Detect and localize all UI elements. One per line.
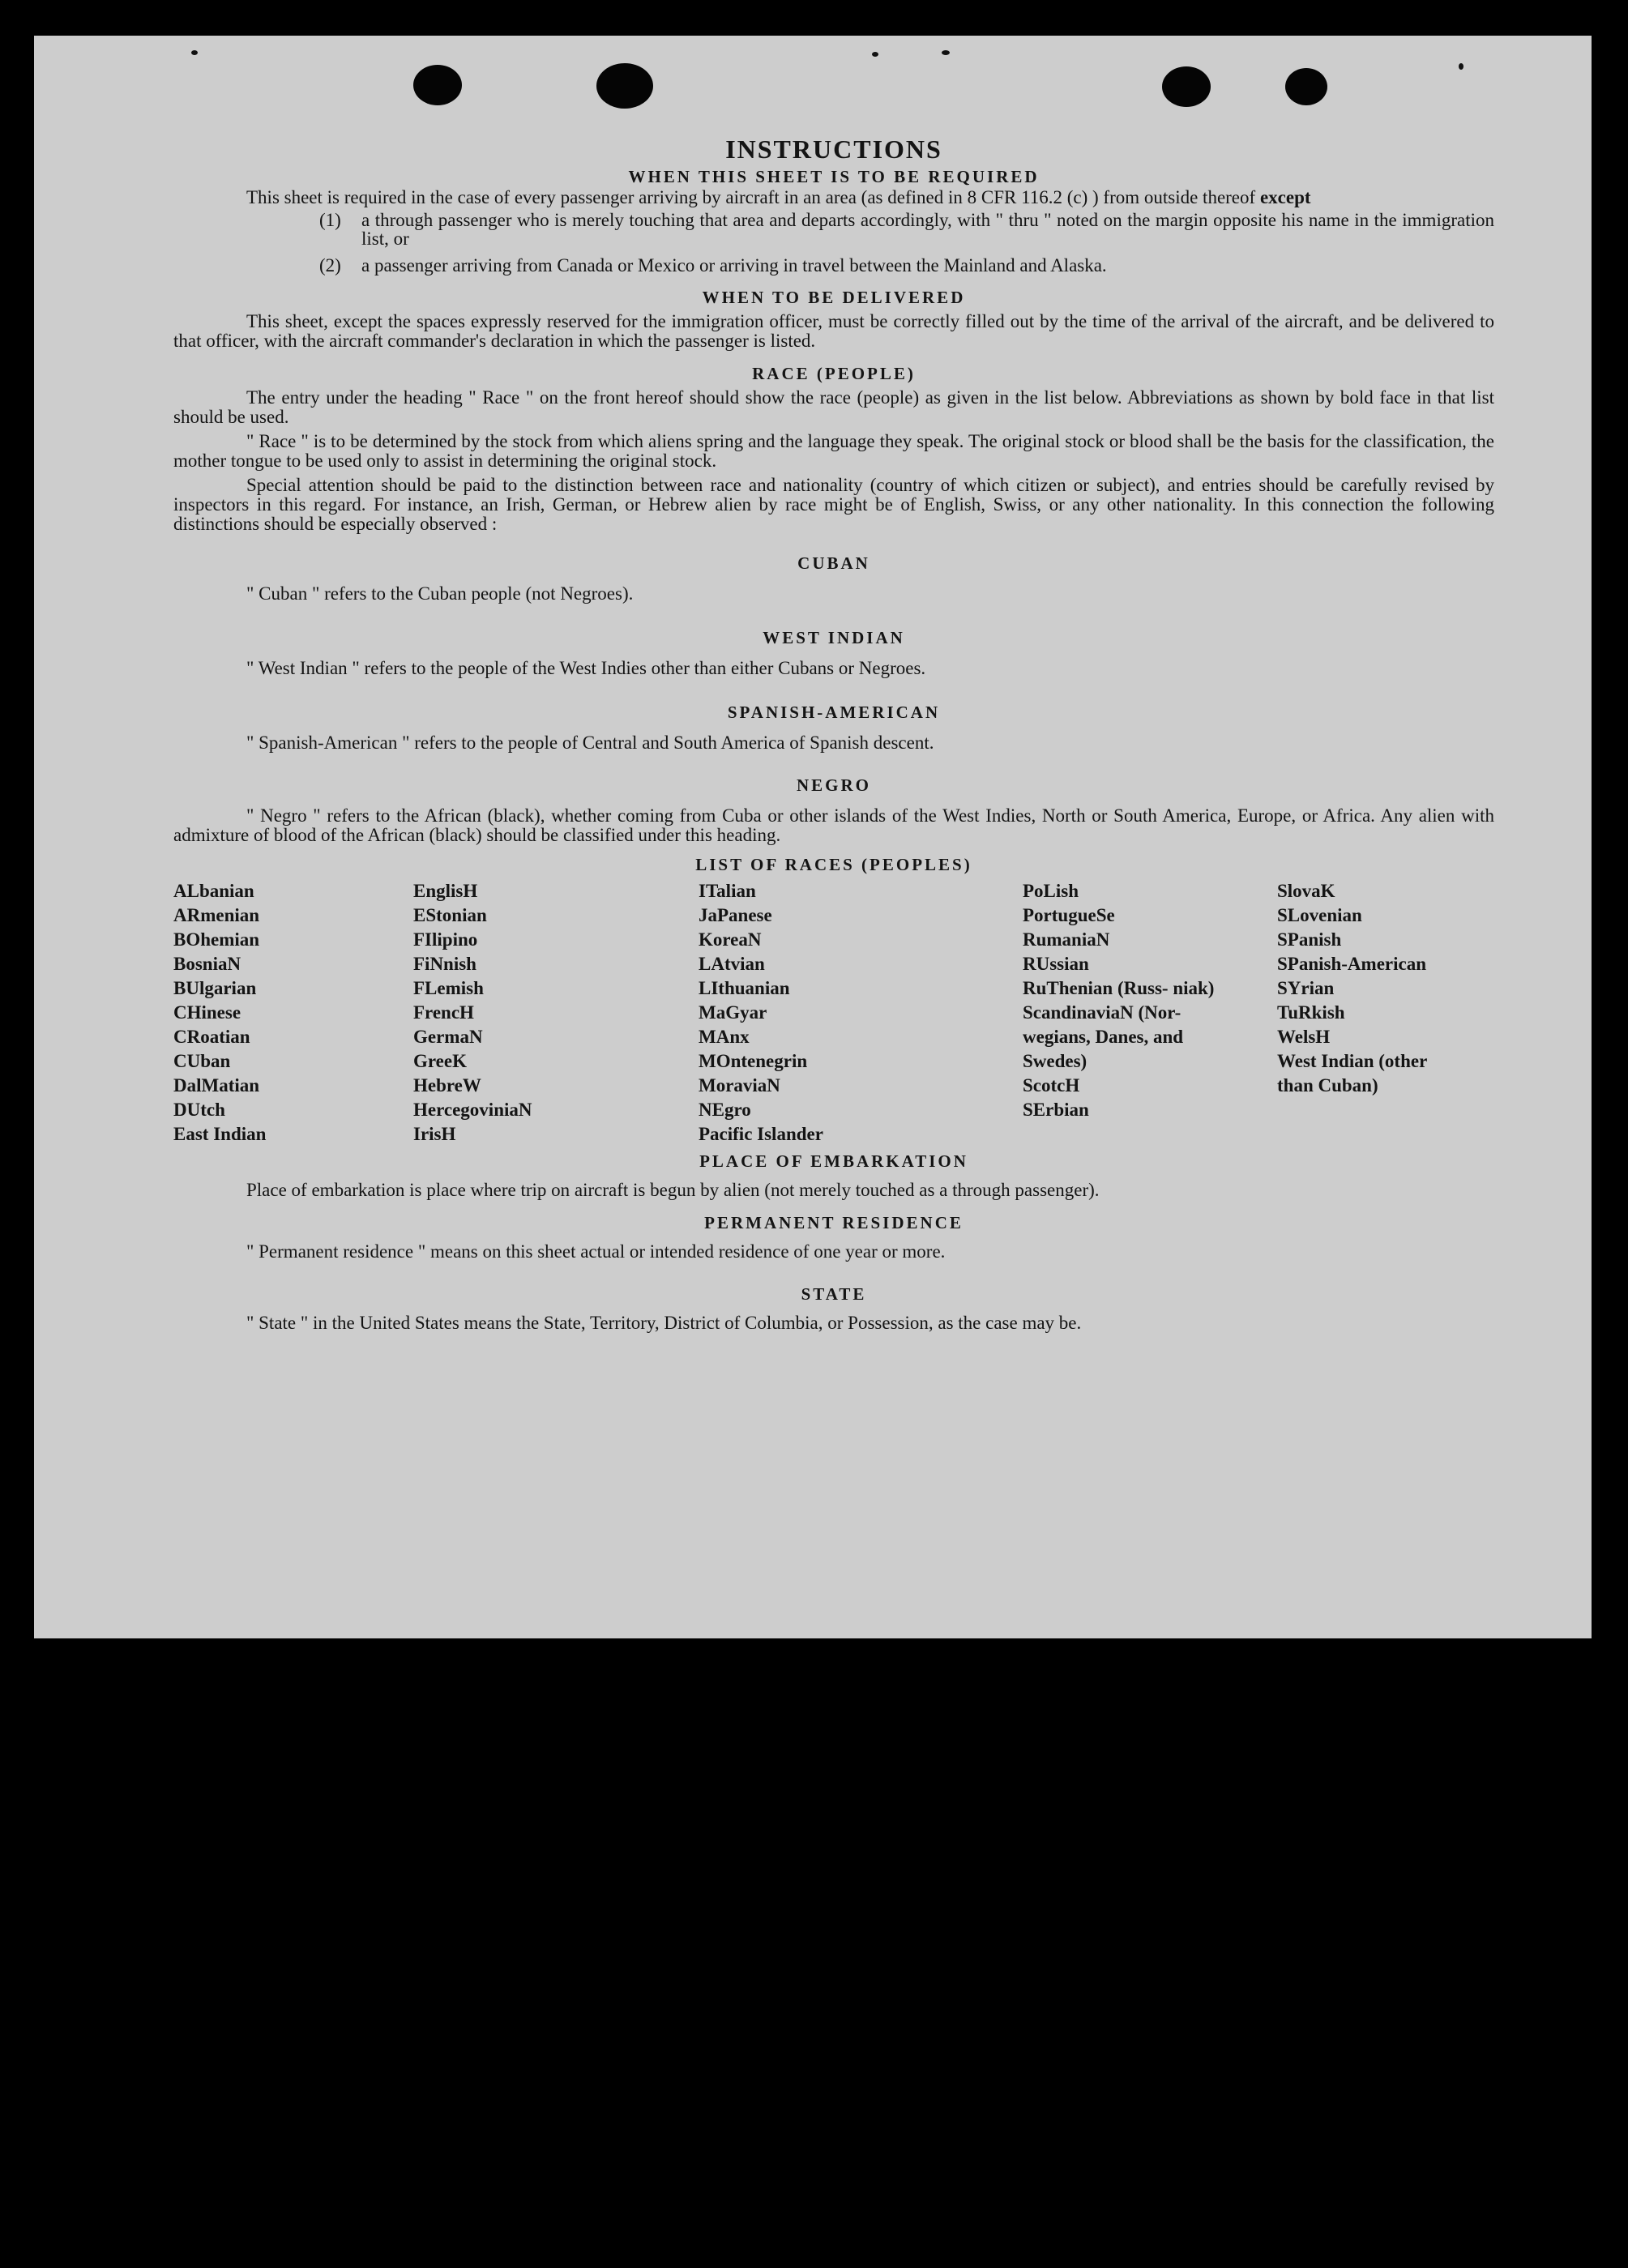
section-heading: WHEN THIS SHEET IS TO BE REQUIRED xyxy=(628,167,1040,186)
paragraph: " Race " is to be determined by the stock from which aliens spring and the language they speak. The original stock or blood shall be the basis for the classification, the mother tongue to be used only to assist in determining the original stock. xyxy=(173,431,1494,471)
race-entry: SlovaK xyxy=(1277,881,1335,901)
race-entry: LIthuanian xyxy=(699,978,790,998)
paragraph: " State " in the United States means the State, Territory, District of Columbia, or Possession, as the case may be. xyxy=(246,1313,1082,1333)
race-entry: FIlipino xyxy=(413,929,478,950)
race-entry: SErbian xyxy=(1023,1100,1089,1120)
race-entry: DUtch xyxy=(173,1100,225,1120)
race-entry: West Indian (other than Cuban) xyxy=(1277,1051,1427,1096)
race-entry: Pacific Islander xyxy=(699,1124,823,1144)
race-column xyxy=(1277,879,1494,1147)
paragraph: " Spanish-American " refers to the people of Central and South America of Spanish descent. xyxy=(246,733,934,753)
race-column xyxy=(173,879,413,1147)
race-entry: ALbanian xyxy=(173,881,254,901)
race-column xyxy=(413,879,699,1147)
section-heading: WEST INDIAN xyxy=(763,628,905,647)
paragraph: Place of embarkation is place where trip on aircraft is begun by alien (not merely touched as a through passenger). xyxy=(246,1180,1100,1200)
race-entry: SLovenian xyxy=(1277,905,1362,925)
race-entry: KoreaN xyxy=(699,929,762,950)
race-entry: FLemish xyxy=(413,978,484,998)
race-entry: MOntenegrin xyxy=(699,1051,808,1071)
paragraph: This sheet is required in the case of every passenger arriving by aircraft in an area (as defined in 8 CFR 116.2 (c) ) from outside thereof except xyxy=(246,187,1311,207)
race-entry: MoraviaN xyxy=(699,1075,780,1096)
race-entry: JaPanese xyxy=(699,905,772,925)
paragraph: Special attention should be paid to the distinction between race and nationality (country of which citizen or subject), and entries should be carefully revised by inspectors in this regard. For instance, an Irish, German, or Hebrew alien by race might be of English, Swiss, or any other nationality. In this connection the following distinctions should be especially observed : xyxy=(173,475,1494,534)
paragraph: " Cuban " refers to the Cuban people (not Negroes). xyxy=(246,583,634,604)
section-heading: CUBAN xyxy=(797,553,870,573)
race-column xyxy=(699,879,1023,1147)
race-list xyxy=(173,879,1494,1147)
race-entry: HercegoviniaN xyxy=(413,1100,532,1120)
race-column xyxy=(1023,879,1277,1147)
section-heading: STATE xyxy=(801,1284,867,1304)
paragraph: The entry under the heading " Race " on the front hereof should show the race (people) as given in the list below. Abbreviations as shown by bold face in that list should be used. xyxy=(173,387,1494,427)
race-entry: ARmenian xyxy=(173,905,260,925)
paragraph: " Negro " refers to the African (black), whether coming from Cuba or other islands of the West Indies, North or South America, Europe, or Africa. Any alien with admixture of blood of the African (black) should be classified under this heading. xyxy=(173,805,1494,845)
punch-hole xyxy=(413,65,462,105)
race-entry: FrencH xyxy=(413,1002,474,1023)
race-entry: RumaniaN xyxy=(1023,929,1110,950)
race-entry: HebreW xyxy=(413,1075,481,1096)
paragraph: " West Indian " refers to the people of the West Indies other than either Cubans or Negroes. xyxy=(246,658,926,678)
race-entry: EStonian xyxy=(413,905,487,925)
race-entry: PortugueSe xyxy=(1023,905,1115,925)
race-entry: DalMatian xyxy=(173,1075,260,1096)
race-entry: NEgro xyxy=(699,1100,751,1120)
punch-hole xyxy=(596,63,653,109)
speck xyxy=(1459,63,1463,70)
list-item: (2) a passenger arriving from Canada or Mexico or arriving in travel between the Mainland and Alaska. xyxy=(319,255,1107,275)
page-title: INSTRUCTIONS xyxy=(725,135,942,164)
race-entry: ScotcH xyxy=(1023,1075,1080,1096)
section-heading: LIST OF RACES (PEOPLES) xyxy=(695,855,972,874)
race-entry: MAnx xyxy=(699,1027,750,1047)
race-entry: BUlgarian xyxy=(173,978,257,998)
speck xyxy=(191,50,198,55)
race-entry: FiNnish xyxy=(413,954,476,974)
section-heading: PERMANENT RESIDENCE xyxy=(704,1213,964,1232)
paragraph: This sheet, except the spaces expressly reserved for the immigration officer, must be correctly filled out by the time of the arrival of the aircraft, and be delivered to that officer, with the aircraft commander's declaration in which the passenger is listed. xyxy=(173,311,1494,351)
race-entry: BosniaN xyxy=(173,954,241,974)
race-entry: PoLish xyxy=(1023,881,1079,901)
race-entry: CRoatian xyxy=(173,1027,250,1047)
list-item: (1) a through passenger who is merely touching that area and departs accordingly, with " thru " noted on the margin opposite his name in the immigration list, or xyxy=(319,210,1494,249)
race-entry: ITalian xyxy=(699,881,756,901)
race-entry: IrisH xyxy=(413,1124,456,1144)
race-entry: BOhemian xyxy=(173,929,260,950)
race-entry: ScandinaviaN (Nor- wegians, Danes, and Swedes) xyxy=(1023,1002,1184,1071)
race-entry: SPanish xyxy=(1277,929,1342,950)
section-heading: NEGRO xyxy=(796,775,871,795)
race-entry: TuRkish xyxy=(1277,1002,1345,1023)
race-entry: East Indian xyxy=(173,1124,267,1144)
section-heading: RACE (PEOPLE) xyxy=(752,364,916,383)
race-entry: SYrian xyxy=(1277,978,1335,998)
section-heading: PLACE OF EMBARKATION xyxy=(699,1151,968,1171)
speck xyxy=(872,52,878,57)
race-entry: LAtvian xyxy=(699,954,765,974)
punch-hole xyxy=(1162,66,1211,107)
race-entry: CHinese xyxy=(173,1002,241,1023)
race-entry: EnglisH xyxy=(413,881,478,901)
race-entry: RUssian xyxy=(1023,954,1089,974)
race-entry: RuThenian (Russ- niak) xyxy=(1023,978,1215,998)
punch-hole xyxy=(1285,68,1327,105)
race-entry: WelsH xyxy=(1277,1027,1331,1047)
speck xyxy=(942,50,950,55)
race-entry: SPanish-American xyxy=(1277,954,1426,974)
race-entry: MaGyar xyxy=(699,1002,767,1023)
race-entry: GreeK xyxy=(413,1051,467,1071)
section-heading: SPANISH-AMERICAN xyxy=(727,703,941,722)
section-heading: WHEN TO BE DELIVERED xyxy=(702,288,966,307)
race-entry: GermaN xyxy=(413,1027,483,1047)
except-label: except xyxy=(1259,187,1311,207)
paragraph: " Permanent residence " means on this sheet actual or intended residence of one year or more. xyxy=(246,1241,946,1262)
race-entry: CUban xyxy=(173,1051,231,1071)
document-sheet xyxy=(34,36,1592,1638)
instructions-content xyxy=(173,133,1494,1333)
